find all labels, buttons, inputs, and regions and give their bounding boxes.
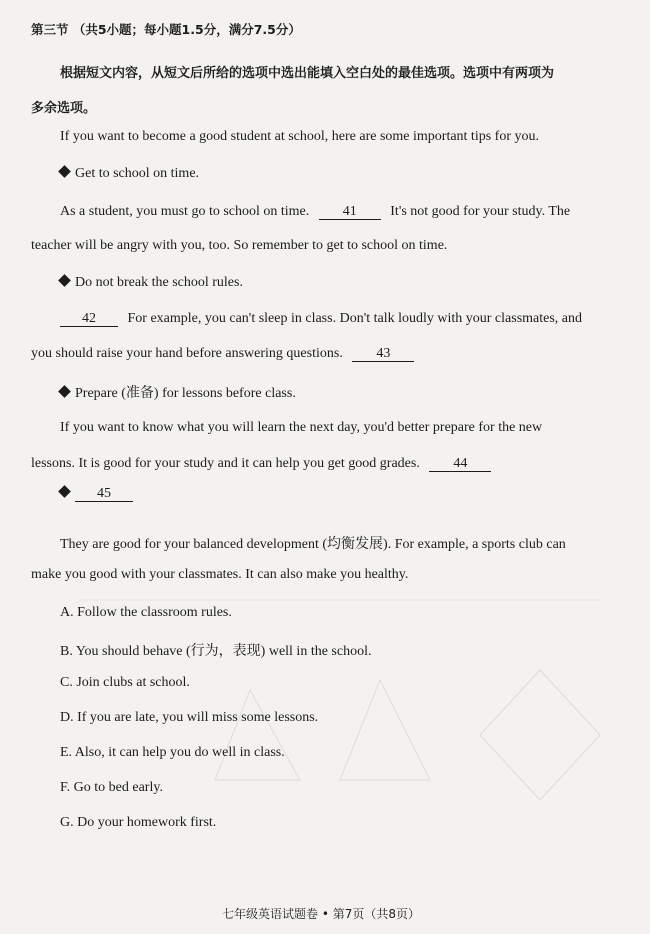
option-g[interactable]: G. Do your homework first. <box>60 815 217 830</box>
option-c[interactable]: C. Join clubs at school. <box>60 675 190 690</box>
diamond-bullet-icon <box>58 385 71 398</box>
option-f[interactable]: F. Go to bed early. <box>60 780 163 795</box>
option-e[interactable]: E. Also, it can help you do well in class. <box>60 745 285 760</box>
paragraph-3-line-2 <box>31 456 491 472</box>
tip-4 <box>60 486 133 502</box>
paragraph-1-line-2: teacher will be angry with you, too. So remember to get to school on time. <box>31 238 448 253</box>
instruction-line-1: 根据短文内容，从短文后所给的选项中选出能填入空白处的最佳选项。选项中有两项为 <box>60 66 555 81</box>
page-footer: 七年级英语试题卷 • 第7页（共8页） <box>222 907 420 921</box>
tip-2 <box>60 275 243 291</box>
p2-text-b: you should raise your hand before answering questions. <box>31 346 343 361</box>
option-a[interactable]: A. Follow the classroom rules. <box>60 605 232 620</box>
option-d[interactable]: D. If you are late, you will miss some lessons. <box>60 710 319 725</box>
p2-text-a: For example, you can't sleep in class. Don't talk loudly with your classmates, and <box>127 311 583 326</box>
paragraph-4-line-1: They are good for your balanced development (均衡发展). For example, a sports club can <box>60 537 566 552</box>
tip-2-text: Do not break the school rules. <box>75 275 243 290</box>
blank-42[interactable]: 42 <box>60 312 118 327</box>
diamond-bullet-icon <box>58 274 71 287</box>
blank-41[interactable]: 41 <box>319 205 381 220</box>
diamond-bullet-icon <box>58 165 71 178</box>
instruction-line-2: 多余选项。 <box>31 101 97 116</box>
p1-text-b: It's not good for your study. The <box>390 204 571 219</box>
p1-text-a: As a student, you must go to school on time. <box>60 204 310 219</box>
p3-text-b: lessons. It is good for your study and it can help you get good grades. <box>31 456 420 471</box>
section-title: 第三节 （共5小题；每小题1.5分，满分7.5分） <box>31 22 301 37</box>
blank-43[interactable]: 43 <box>352 347 414 362</box>
tip-1-text: Get to school on time. <box>75 166 200 181</box>
blank-44[interactable]: 44 <box>429 457 491 472</box>
paragraph-1-line-1 <box>60 204 570 220</box>
paragraph-3-line-1: If you want to know what you will learn the next day, you'd better prepare for the new <box>60 420 543 435</box>
blank-45[interactable]: 45 <box>75 487 133 502</box>
paragraph-2-line-1 <box>60 311 582 327</box>
paragraph-2-line-2 <box>31 346 414 362</box>
tip-3 <box>60 382 296 402</box>
passage-intro: If you want to become a good student at school, here are some important tips for you. <box>60 129 539 144</box>
tip-1 <box>60 166 199 182</box>
tip-3-text: Prepare (准备) for lessons before class. <box>75 386 296 401</box>
paragraph-4-line-2: make you good with your classmates. It can also make you healthy. <box>31 567 409 582</box>
option-b[interactable]: B. You should behave (行为，表现) well in the school. <box>60 644 372 659</box>
diamond-bullet-icon <box>58 485 71 498</box>
